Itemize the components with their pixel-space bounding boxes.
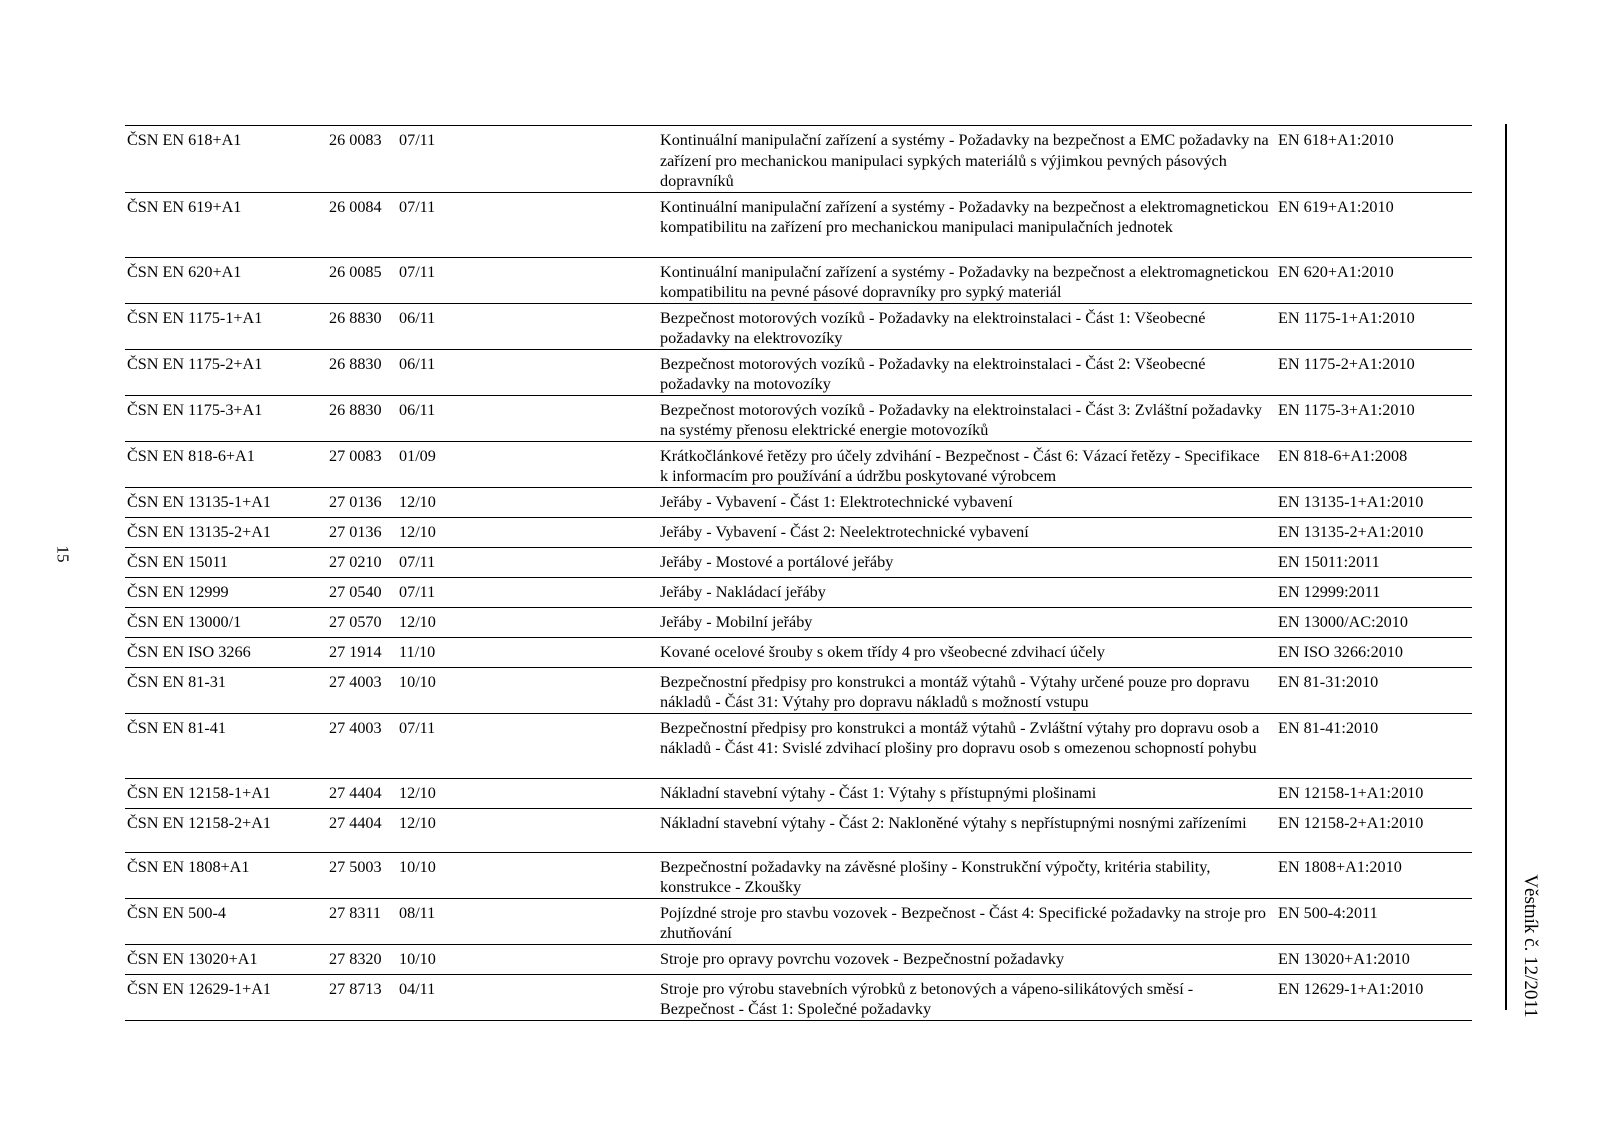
en-designation: EN 13000/AC:2010 (1278, 607, 1472, 637)
csn-designation: ČSN EN 1175-1+A1 (125, 303, 329, 349)
en-designation: EN 619+A1:2010 (1278, 192, 1472, 257)
csn-designation: ČSN EN 1175-2+A1 (125, 349, 329, 395)
standard-title: Kované ocelové šrouby s okem třídy 4 pro všeobecné zdvihací účely (660, 637, 1278, 667)
table-row (125, 126, 1472, 193)
table-row (125, 517, 1472, 547)
class-code: 27 4003 (329, 713, 399, 778)
csn-designation: ČSN EN 13135-1+A1 (125, 487, 329, 517)
publish-date: 12/10 (399, 808, 660, 852)
en-designation: EN 620+A1:2010 (1278, 257, 1472, 303)
standard-title: Stroje pro výrobu stavebních výrobků z betonových a vápeno-silikátových směsí - Bezpečnost - Část 1: Společné požadavky (660, 974, 1278, 1020)
class-code: 27 4404 (329, 808, 399, 852)
class-code: 26 0084 (329, 192, 399, 257)
class-code: 27 0136 (329, 487, 399, 517)
publish-date: 01/09 (399, 441, 660, 487)
en-designation: EN 81-41:2010 (1278, 713, 1472, 778)
publish-date: 07/11 (399, 577, 660, 607)
en-designation: EN 12629-1+A1:2010 (1278, 974, 1472, 1020)
standard-title: Jeřáby - Mostové a portálové jeřáby (660, 547, 1278, 577)
publish-date: 07/11 (399, 547, 660, 577)
publish-date: 12/10 (399, 607, 660, 637)
standard-title: Bezpečnost motorových vozíků - Požadavky na elektroinstalaci - Část 3: Zvláštní požadavky na systémy přenosu elektrické energie motovozíků (660, 395, 1278, 441)
publish-date: 06/11 (399, 395, 660, 441)
en-designation: EN 12158-1+A1:2010 (1278, 778, 1472, 808)
class-code: 27 0540 (329, 577, 399, 607)
standard-title: Pojízdné stroje pro stavbu vozovek - Bezpečnost - Část 4: Specifické požadavky na stroje pro zhutňování (660, 898, 1278, 944)
publish-date: 11/10 (399, 637, 660, 667)
class-code: 27 0136 (329, 517, 399, 547)
table-row (125, 487, 1472, 517)
standard-title: Bezpečnost motorových vozíků - Požadavky na elektroinstalaci - Část 1: Všeobecné požadavky na elektrovozíky (660, 303, 1278, 349)
class-code: 27 4404 (329, 778, 399, 808)
class-code: 27 8311 (329, 898, 399, 944)
csn-designation: ČSN EN 818-6+A1 (125, 441, 329, 487)
en-designation: EN 618+A1:2010 (1278, 126, 1472, 193)
standard-title: Bezpečnostní předpisy pro konstrukci a montáž výtahů - Výtahy určené pouze pro dopravu nákladů - Část 31: Výtahy pro dopravu nákladů s možností vstupu (660, 667, 1278, 713)
en-designation: EN 15011:2011 (1278, 547, 1472, 577)
table-row (125, 944, 1472, 974)
csn-designation: ČSN EN 81-31 (125, 667, 329, 713)
en-designation: EN 12158-2+A1:2010 (1278, 808, 1472, 852)
standard-title: Jeřáby - Nakládací jeřáby (660, 577, 1278, 607)
csn-designation: ČSN EN 618+A1 (125, 126, 329, 193)
csn-designation: ČSN EN 619+A1 (125, 192, 329, 257)
publish-date: 07/11 (399, 713, 660, 778)
table-row (125, 192, 1472, 257)
table-row (125, 808, 1472, 852)
publish-date: 10/10 (399, 852, 660, 898)
table-row (125, 547, 1472, 577)
en-designation: EN 13135-2+A1:2010 (1278, 517, 1472, 547)
class-code: 27 4003 (329, 667, 399, 713)
table-row (125, 441, 1472, 487)
publish-date: 10/10 (399, 667, 660, 713)
page-number: 15 (53, 545, 73, 563)
table-row (125, 257, 1472, 303)
csn-designation: ČSN EN 500-4 (125, 898, 329, 944)
standards-table (125, 125, 1472, 1021)
table-row (125, 852, 1472, 898)
csn-designation: ČSN EN 81-41 (125, 713, 329, 778)
publish-date: 10/10 (399, 944, 660, 974)
en-designation: EN 12999:2011 (1278, 577, 1472, 607)
en-designation: EN 13020+A1:2010 (1278, 944, 1472, 974)
csn-designation: ČSN EN 620+A1 (125, 257, 329, 303)
publish-date: 06/11 (399, 349, 660, 395)
standard-title: Jeřáby - Vybavení - Část 2: Neelektrotechnické vybavení (660, 517, 1278, 547)
publish-date: 08/11 (399, 898, 660, 944)
csn-designation: ČSN EN ISO 3266 (125, 637, 329, 667)
csn-designation: ČSN EN 12629-1+A1 (125, 974, 329, 1020)
standard-title: Jeřáby - Mobilní jeřáby (660, 607, 1278, 637)
table-row (125, 974, 1472, 1020)
class-code: 26 8830 (329, 349, 399, 395)
standard-title: Kontinuální manipulační zařízení a systémy - Požadavky na bezpečnost a elektromagnetickou kompatibilitu na zařízení pro mechanickou manipulaci manipulačních jednotek (660, 192, 1278, 257)
en-designation: EN 818-6+A1:2008 (1278, 441, 1472, 487)
class-code: 27 0210 (329, 547, 399, 577)
publish-date: 07/11 (399, 126, 660, 193)
publish-date: 07/11 (399, 257, 660, 303)
class-code: 27 5003 (329, 852, 399, 898)
standard-title: Krátkočlánkové řetězy pro účely zdvihání - Bezpečnost - Část 6: Vázací řetězy - Specifikace k informacím pro používání a údržbu poskytované výrobcem (660, 441, 1278, 487)
standard-title: Stroje pro opravy povrchu vozovek - Bezpečnostní požadavky (660, 944, 1278, 974)
table-row (125, 349, 1472, 395)
class-code: 26 0085 (329, 257, 399, 303)
table-row (125, 607, 1472, 637)
standard-title: Nákladní stavební výtahy - Část 1: Výtahy s přístupnými plošinami (660, 778, 1278, 808)
class-code: 26 8830 (329, 395, 399, 441)
standard-title: Bezpečnostní předpisy pro konstrukci a montáž výtahů - Zvláštní výtahy pro dopravu osob a nákladů - Část 41: Svislé zdvihací plošiny pro dopravu osob s omezenou schopností pohybu (660, 713, 1278, 778)
publish-date: 07/11 (399, 192, 660, 257)
class-code: 26 8830 (329, 303, 399, 349)
csn-designation: ČSN EN 1808+A1 (125, 852, 329, 898)
en-designation: EN 13135-1+A1:2010 (1278, 487, 1472, 517)
standard-title: Kontinuální manipulační zařízení a systémy - Požadavky na bezpečnost a elektromagnetickou kompatibilitu na pevné pásové dopravníky pro sypký materiál (660, 257, 1278, 303)
csn-designation: ČSN EN 12999 (125, 577, 329, 607)
table-row (125, 778, 1472, 808)
table-row (125, 303, 1472, 349)
class-code: 27 0570 (329, 607, 399, 637)
class-code: 27 8713 (329, 974, 399, 1020)
publish-date: 12/10 (399, 487, 660, 517)
standard-title: Kontinuální manipulační zařízení a systémy - Požadavky na bezpečnost a EMC požadavky na zařízení pro mechanickou manipulaci sypkých materiálů s výjimkou pevných pásových dopravníků (660, 126, 1278, 193)
en-designation: EN 1175-2+A1:2010 (1278, 349, 1472, 395)
table-row (125, 395, 1472, 441)
csn-designation: ČSN EN 1175-3+A1 (125, 395, 329, 441)
en-designation: EN ISO 3266:2010 (1278, 637, 1472, 667)
table-row (125, 577, 1472, 607)
table-row (125, 667, 1472, 713)
standard-title: Jeřáby - Vybavení - Část 1: Elektrotechnické vybavení (660, 487, 1278, 517)
csn-designation: ČSN EN 13020+A1 (125, 944, 329, 974)
standard-title: Nákladní stavební výtahy - Část 2: Nakloněné výtahy s nepřístupnými nosnými zařízeními (660, 808, 1278, 852)
en-designation: EN 1175-1+A1:2010 (1278, 303, 1472, 349)
class-code: 27 1914 (329, 637, 399, 667)
table-row (125, 637, 1472, 667)
csn-designation: ČSN EN 15011 (125, 547, 329, 577)
standard-title: Bezpečnostní požadavky na závěsné plošiny - Konstrukční výpočty, kritéria stability, konstrukce - Zkoušky (660, 852, 1278, 898)
en-designation: EN 1175-3+A1:2010 (1278, 395, 1472, 441)
table-row (125, 898, 1472, 944)
journal-title: Věstník č. 12/2011 (1520, 874, 1541, 1018)
csn-designation: ČSN EN 12158-1+A1 (125, 778, 329, 808)
en-designation: EN 500-4:2011 (1278, 898, 1472, 944)
csn-designation: ČSN EN 12158-2+A1 (125, 808, 329, 852)
csn-designation: ČSN EN 13000/1 (125, 607, 329, 637)
class-code: 26 0083 (329, 126, 399, 193)
table-row (125, 713, 1472, 778)
en-designation: EN 81-31:2010 (1278, 667, 1472, 713)
publish-date: 12/10 (399, 778, 660, 808)
class-code: 27 0083 (329, 441, 399, 487)
publish-date: 04/11 (399, 974, 660, 1020)
csn-designation: ČSN EN 13135-2+A1 (125, 517, 329, 547)
side-rule (1505, 124, 1507, 1010)
class-code: 27 8320 (329, 944, 399, 974)
en-designation: EN 1808+A1:2010 (1278, 852, 1472, 898)
standard-title: Bezpečnost motorových vozíků - Požadavky na elektroinstalaci - Část 2: Všeobecné požadavky na motovozíky (660, 349, 1278, 395)
publish-date: 06/11 (399, 303, 660, 349)
publish-date: 12/10 (399, 517, 660, 547)
